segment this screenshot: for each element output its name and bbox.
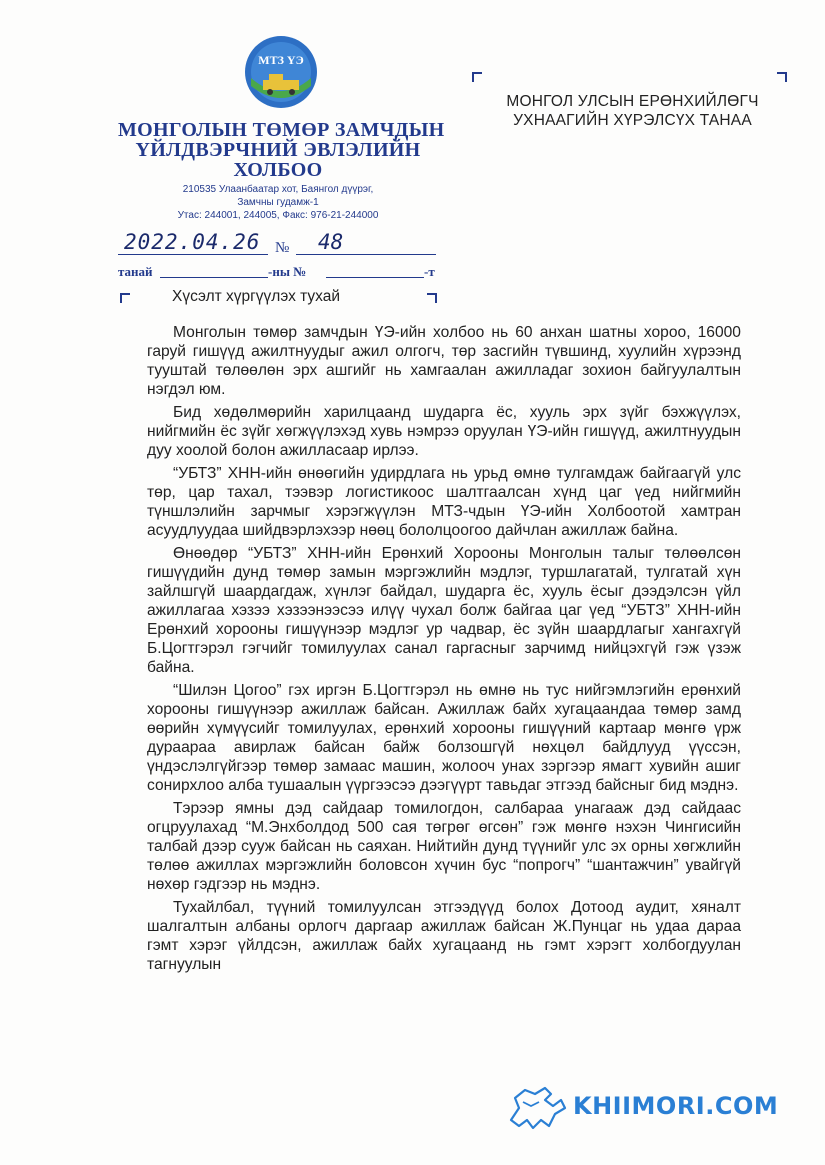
corner-mark [427,293,437,303]
org-name-line: МОНГОЛЫН ТӨМӨР ЗАМЧДЫН [118,119,445,141]
reference-block [118,230,438,279]
union-logo [243,34,319,110]
number-label: № [275,240,290,256]
reply-date-line [160,277,268,278]
corner-mark [777,72,787,82]
body-paragraph: Бид хөдөлмөрийн харилцаанд шударга ёс, хууль эрх зүйг бэхжүүлэх, нийгмийн ёс зүйг хөгжүүлэхэд хувь нэмрээ оруулан ҮЭ-ийн гишүүд, ажилтнуудын дуу хоолой болон ажилласаар ирлээ. [147,404,741,459]
org-name-line: ХОЛБОО [233,159,323,181]
subject: Хүсэлт хүргүүлэх тухай [172,288,341,305]
letter-date: 2022.04.26 [124,230,261,254]
corner-mark [120,293,130,303]
reply-to-mid: -ны № [268,264,307,279]
recipient-line: УХНААГИЙН ХҮРЭЛСҮХ ТАНАА [513,112,752,129]
organization-name [118,119,445,181]
reply-number-line [326,277,424,278]
organization-address [148,183,408,222]
number-line [296,254,436,255]
address-line: Замчны гудамж-1 [237,197,319,208]
recipient-line: МОНГОЛ УЛСЫН ЕРӨНХИЙЛӨГЧ [506,93,759,110]
address-line: Утас: 244001, 244005, Факс: 976-21-244000 [177,210,379,221]
letter-body [147,323,741,978]
recipient [495,92,770,130]
body-paragraph: “Шилэн Цогоо” гэх иргэн Б.Цогтгэрэл нь өмнө нь тус нийгэмлэгийн ерөнхий хорооны гишүүнээр ажиллаж байсан. Ажиллаж байх хугацаандаа төмөр замд өөрийн хүмүүсийг томилуулах, ерөнхий хорооны гишүүний картаар мөнгө үрж дураараа авирлаж байсан байж болзошгүй нөхцөл байдлууд үүссэн, үндэслэлгүйгээр төмөр замаас машин, жолооч унах зэргээр ямагт хувийн ашиг сонирхлоо алба тушаалын үүргээсээ дээгүүрт тавьдаг этгээд байсныг бид мэднэ. [147,682,741,794]
reply-to-prefix: танай [118,264,153,279]
letter-number: 48 [318,230,344,254]
date-line [118,254,268,255]
body-paragraph: Өнөөдөр “УБТЗ” ХНН-ийн Ерөнхий Хорооны Монголын талыг төлөөлсөн гишүүдийн дунд төмөр замын мэргэжлийн мэдлэг, туршлагатай, тулгатай хүн зайлшгүй шаардагдаж, хүнлэг байдал, шударга ёс, хууль ёсыг дээдэлсэн үйл ажиллагаа хэзээ хэзээнээсээ илүү чухал болж байгаа цаг үед “УБТЗ” ХНН-ийн Ерөнхий хорооны гишүүнээр мэдлэг ур чадвар, ёс зүйн шаардлагыг хангахгүй Б.Цогтгэрэл гэгчийг томилуулах санал гаргасныг зарчимд нийцэхгүй гэж үзэж байна. [147,545,741,676]
corner-mark [472,72,482,82]
site-watermark [505,1080,805,1135]
watermark-text: KHIIMORI.COM [573,1092,779,1120]
org-name-line: ҮЙЛДВЭРЧНИЙ ЭВЛЭЛИЙН [135,139,421,161]
reply-to-suffix: -т [424,264,435,279]
body-paragraph: Тэрээр ямны дэд сайдаар томилогдон, салбараа унагааж дэд сайдаас огцруулахад “М.Энхболдод 500 сая төгрөг өгсөн” гэж мөнгө нэхэн Чингисийн талбай дээр сууж байсан нь саяхан. Нийтийн дунд түүнийг улс эх орны хөгжлийн төлөө ажиллах мэргэжлийн боловсон хүчин бус “попрогч” “шантажчин” увайгүй нөхөр гэдгээр нь мэднэ. [147,800,741,893]
body-paragraph: Тухайлбал, түүний томилуулсан этгээдүүд болох Дотоод аудит, хяналт шалгалтын албаны орлогч даргаар ажиллаж байсан Ж.Пунцаг нь удаа дараа гэмт хэрэг үйлдсэн, ажиллаж байх хугацаанд нь гэмт хэрэгт холбогдуулан тагнуулын [147,899,741,973]
body-paragraph: “УБТЗ” ХНН-ийн өнөөгийн удирдлага нь урьд өмнө тулгамдаж байгаагүй улс төр, цар тахал, тээвэр логистикоос шалтгаалсан хүнд цаг үед нийгмийн түншлэлийн зарчмыг хэрэгжүүлэн МТЗ-чдын ҮЭ-ийн Холбоотой хамтран асуудлуудаа шийдвэрлэхээр нөөц бололцоогоо дайчлан ажиллаж байна. [147,465,741,539]
logo-text: МТЗ ҮЭ [258,53,304,67]
address-line: 210535 Улаанбаатар хот, Баянгол дүүрэг, [182,184,374,195]
horse-icon [505,1080,569,1135]
body-paragraph: Монголын төмөр замчдын ҮЭ-ийн холбоо нь 60 анхан шатны хороо, 16000 гаруй гишүүд ажилтнуудыг ажил олгогч, төр засгийн түвшинд, хуулийн хүрээнд тууштай төлөөлөн эрх ашгийг нь хамгаалан ажилладаг зохион байгуулалтын нэгдэл юм. [147,324,741,398]
